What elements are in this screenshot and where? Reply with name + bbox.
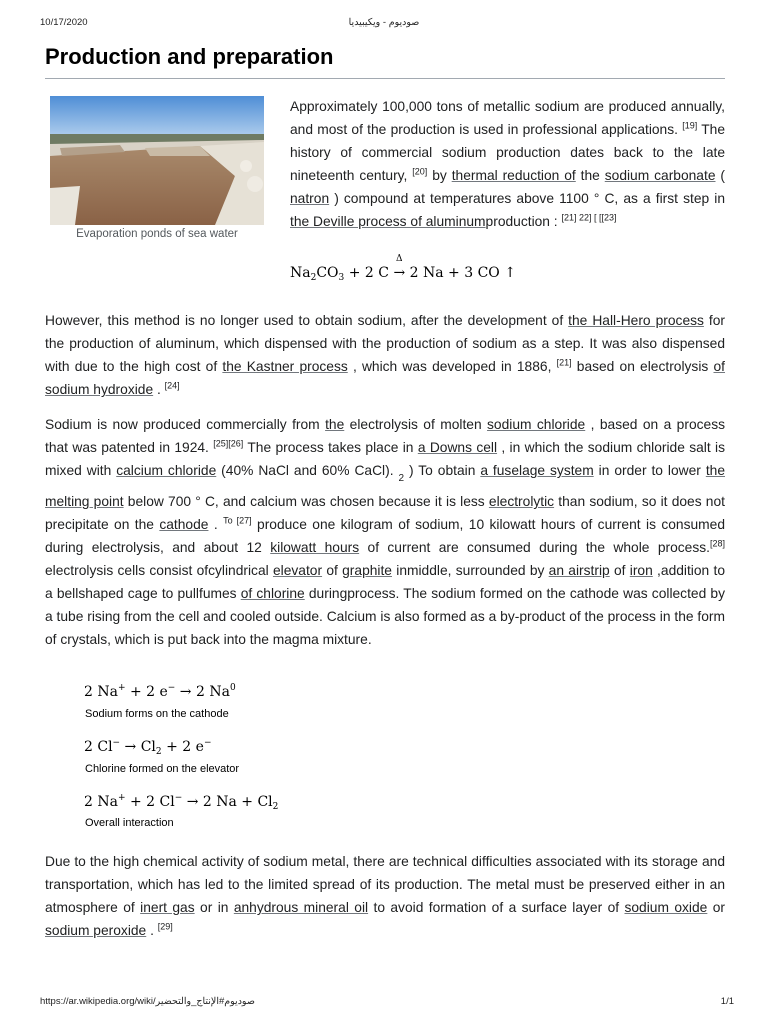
link-fuselage-system[interactable]: a fuselage system <box>480 463 594 478</box>
paragraph-intro: Approximately 100,000 tons of metallic sodium are produced annually, and most of the production is used in professional applications. [19] The history of commercial sodium production dates back to the late nineteenth century, [20] by thermal reduction of the sodium carbonate ( natron ) compound at temperatures above 1100 ° C, as a first step in the Deville process of aluminumproduction : [21] 22] [ [[23] <box>290 99 726 229</box>
print-url: https://ar.wikipedia.org/wiki/صوديوم#الإنتاج_والتحضير <box>40 996 255 1007</box>
link-chlorine[interactable]: of chlorine <box>240 586 305 601</box>
equation-text: 2 Na+ + 2 Cl− → 2 $Na + Cl_2$ <box>84 793 279 812</box>
image-caption: Evaporation ponds of sea water <box>76 228 238 240</box>
link-sodium-hydroxide[interactable]: of sodium hydroxide <box>45 359 725 397</box>
equation-overall <box>84 794 278 812</box>
equation-label-overall: Overall interaction <box>85 817 174 829</box>
link-sodium-oxide[interactable]: sodium oxide <box>624 900 708 915</box>
link-cathode[interactable]: cathode <box>159 517 209 532</box>
link-sodium-peroxide[interactable]: sodium peroxide <box>45 923 147 938</box>
link-deville-process[interactable]: the Deville process of aluminum <box>290 214 486 229</box>
print-page-title: صوديوم - ويكيبيديا <box>348 17 420 28</box>
link-thermal-reduction[interactable]: thermal reduction of <box>451 168 576 183</box>
link-natron[interactable]: natron <box>290 191 330 206</box>
link-hall-hero-process[interactable]: the Hall-Hero process <box>568 313 704 328</box>
heading-rule <box>45 78 725 79</box>
equation-text: 2 Na+ + 2 e− → 2 Na$^0$ <box>84 683 236 700</box>
equation-text: 2 $Cl^- \to Cl_2 + 2$ e− <box>84 738 212 757</box>
ref-20[interactable]: [20] <box>412 166 428 177</box>
link-calcium-chloride[interactable]: calcium chloride <box>116 463 217 478</box>
equation-label-cathode: Sodium forms on the cathode <box>85 708 229 720</box>
delta-symbol: Δ <box>396 254 403 264</box>
equation-label-elevator: Chlorine formed on the elevator <box>85 763 240 775</box>
link-sodium-chloride[interactable]: sodium chloride <box>487 417 586 432</box>
link-mineral-oil[interactable]: anhydrous mineral oil <box>233 900 369 915</box>
print-page-number: 1/1 <box>720 996 734 1007</box>
equation-cathode <box>84 684 236 700</box>
equation-carbonate-reduction <box>290 254 516 283</box>
ref-27[interactable]: To [27] <box>223 515 252 526</box>
link-the[interactable]: the <box>325 417 345 432</box>
paragraph-storage: Due to the high chemical activity of sodium metal, there are technical difficulties associated with its storage and transportation, which has led to the limited spread of its production. The metal must be preserved either in an atmosphere of inert gas or in anhydrous mineral oil to avoid formation of a surface layer of sodium oxide or sodium peroxide . [29] <box>45 854 726 938</box>
link-kastner-process[interactable]: the Kastner process <box>222 359 348 374</box>
ref-25-26[interactable]: [25][26] <box>213 438 244 449</box>
equation-text: $Na_2CO_3 + 2$ C → Δ 2 Na + 3 CO ↑ <box>290 254 516 283</box>
evaporation-ponds-image[interactable] <box>50 96 264 225</box>
link-sodium-carbonate[interactable]: sodium carbonate <box>604 168 716 183</box>
link-graphite[interactable]: graphite <box>342 563 392 578</box>
paragraph-electrolysis: Sodium is now produced commercially from the electrolysis of molten sodium chloride , based on a process that was patented in 1924. [25][26] The process takes place in a Downs cell , in which the sodium chloride salt is mixed with calcium chloride (40% NaCl and 60% CaCl). $_2$ ) To obtain a fuselage system in order to lower the melting point below 700 ° C, and calcium was chosen because it is less electrolytic than sodium, so it does not precipitate on the cathode . $^{To [27]}$ produce one kilogram of sodium, 10 kilowatt hours of current is consumed during electrolysis, and about 12 kilowatt hours of current are consumed during the whole process.[28] electrolysis cells consist ofcylindrical elevator of graphite inmiddle, surrounded by an airstrip of iron ,addition to a bellshaped cage to pullfumes of chlorine duringprocess. The sodium formed on the cathode was collected by a tube rising from the cell and cooled outside. Calcium is also formed as a by-product of the process in the form of crystals, which is put back into the magma mixture. <box>45 417 726 647</box>
equation-anode <box>84 739 211 757</box>
section-title: Production and preparation <box>45 44 334 69</box>
paragraph-hall-hero: However, this method is no longer used to obtain sodium, after the development of the Hall-Hero process for the production of aluminum, which dispensed with the production of sodium as a step. It was also dispensed with due to the high cost of the Kastner process , which was developed in 1886, [21] based on electrolysis of sodium hydroxide . [24] <box>45 313 726 397</box>
ref-21-23[interactable]: [21] 22] [ [[23] <box>561 212 617 223</box>
link-melting-point[interactable]: the melting point <box>45 463 726 509</box>
ref-28[interactable]: [28] <box>709 538 725 549</box>
link-airstrip[interactable]: an airstrip <box>548 563 610 578</box>
link-iron[interactable]: iron <box>629 563 653 578</box>
link-elevator[interactable]: elevator <box>272 563 323 578</box>
link-inert-gas[interactable]: inert gas <box>140 900 195 915</box>
ref-29[interactable]: [29] <box>157 921 173 932</box>
link-downs-cell[interactable]: a Downs cell <box>417 440 498 455</box>
ref-24[interactable]: [24] <box>164 380 180 391</box>
photo-illustration <box>50 96 264 225</box>
print-date: 10/17/2020 <box>40 17 88 28</box>
link-electrolytic[interactable]: electrolytic <box>488 494 555 509</box>
link-kilowatt-hours[interactable]: kilowatt hours <box>270 540 360 555</box>
ref-21b[interactable]: [21] <box>556 357 572 368</box>
subscript-2: 2 <box>398 473 405 484</box>
ref-19[interactable]: [19] <box>682 120 698 131</box>
